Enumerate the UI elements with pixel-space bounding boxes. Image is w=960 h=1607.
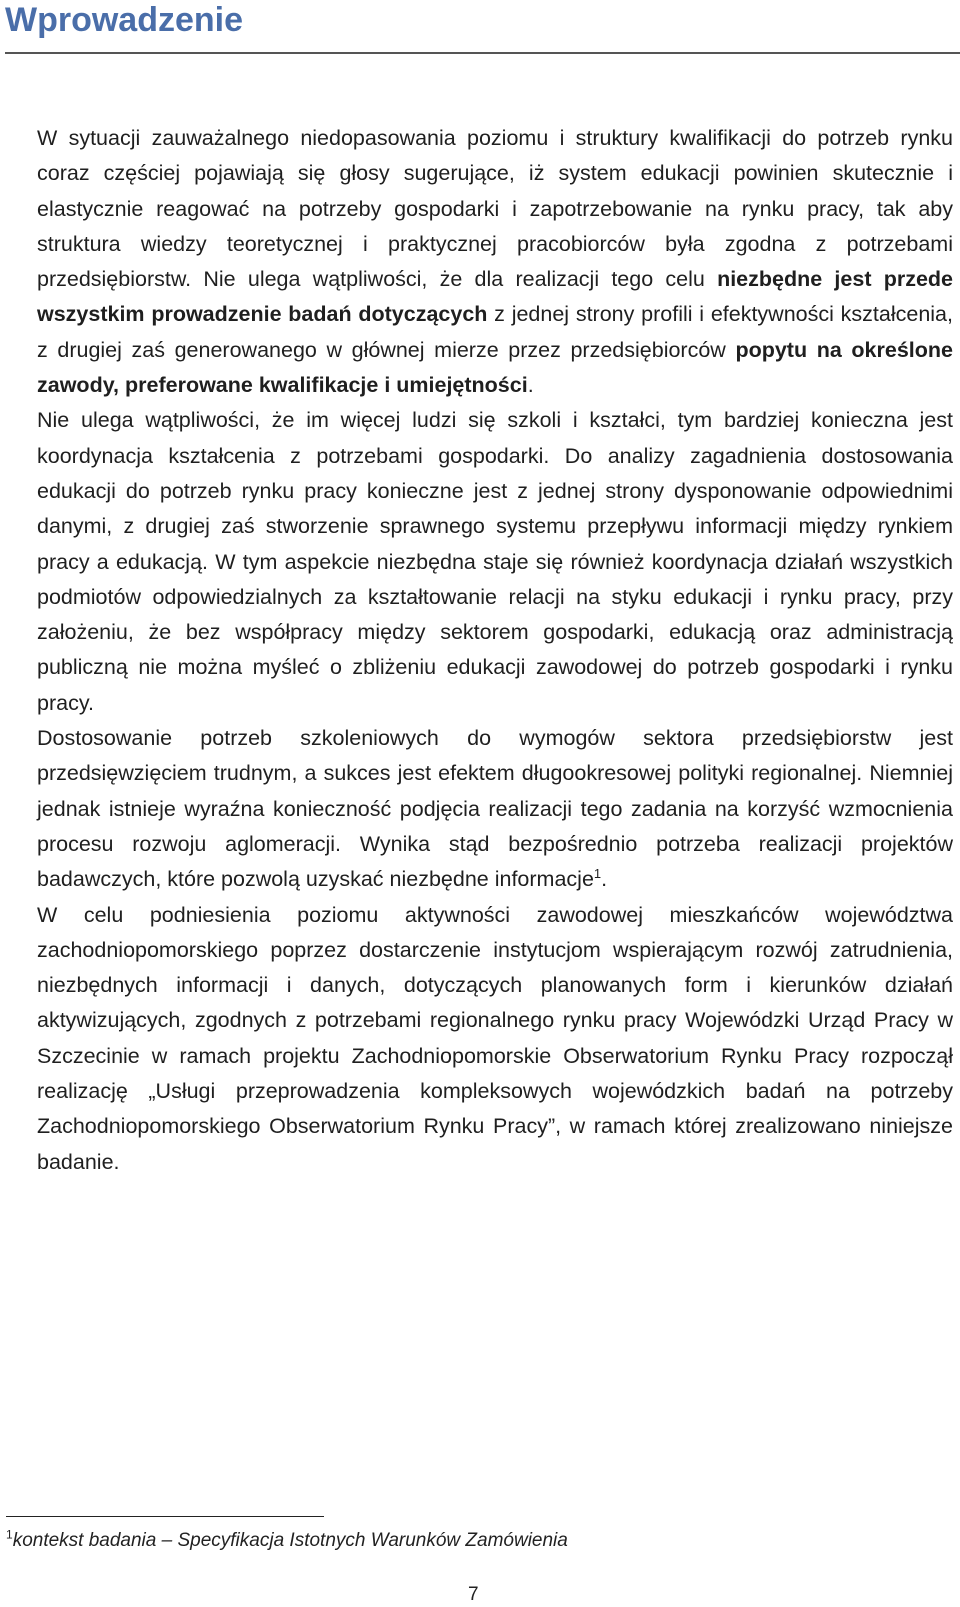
paragraph-2: Nie ulega wątpliwości, że im więcej ludzi się szkoli i kształci, tym bardziej konieczna jest koordynacja kształcenia z potrzebami gospodarki. Do analizy zagadnienia dostosowania edukacji do potrzeb rynku pracy konieczne jest z jednej strony dysponowanie odpowiednimi danymi, z drugiej zaś stworzenie sprawnego systemu przepływu informacji między rynkiem pracy a edukacją. W tym aspekcie niezbędna staje się również koordynacja działań wszystkich podmiotów odpowiedzialnych za kształtowanie relacji na styku edukacji i rynku pracy, przy założeniu, że bez współpracy między sektorem gospodarki, edukacją oraz administracją publiczną nie można myśleć o zbliżeniu edukacji zawodowej do potrzeb gospodarki i rynku pracy. <box>37 408 953 715</box>
paragraph-1 <box>6 121 953 403</box>
p1-text-1: W sytuacji zauważalnego niedopasowania poziomu i struktury kwalifikacji do potrzeb rynku coraz częściej pojawiają się głosy sugerujące, iż system edukacji powinien skutecznie i elastycznie reagować na potrzeby gospodarki i zapotrzebowanie na rynku pracy, tak aby struktura wiedzy teoretycznej i praktycznej pracobiorców była zgodna z potrzebami przedsiębiorstw. Nie ulega wątpliwości, że dla realizacji tego celu <box>37 126 953 292</box>
p3-end: . <box>601 867 608 892</box>
p1-text-3: . <box>527 373 534 398</box>
footnote-text: kontekst badania – Specyfikacja Istotnych Warunków Zamówienia <box>12 1530 568 1551</box>
paragraph-3 <box>6 721 953 897</box>
page-number: 7 <box>468 1584 479 1605</box>
document-body <box>6 121 953 1180</box>
footnote-separator <box>6 1516 324 1517</box>
p1-bold-2: popytu na określone zawody, preferowane kwalifikacje i umiejętności <box>37 337 953 398</box>
section-heading <box>5 0 960 54</box>
footnote-marker: 1 <box>6 1527 13 1542</box>
footnote-reference: 1 <box>593 866 602 882</box>
heading-title: Wprowadzenie <box>5 1 244 39</box>
paragraph-4: W celu podniesienia poziomu aktywności zawodowej mieszkańców województwa zachodniopomorskiego poprzez dostarczenie instytucjom wspierającym rozwój zatrudnienia, niezbędnych informacji i danych, dotyczących planowanych form i kierunków działań aktywizujących, zgodnych z potrzebami regionalnego rynku pracy Wojewódzki Urząd Pracy w Szczecinie w ramach projektu Zachodniopomorskie Obserwatorium Rynku Pracy rozpoczął realizację „Usługi przeprowadzenia kompleksowych wojewódzkich badań na potrzeby Zachodniopomorskiego Obserwatorium Rynku Pracy”, w ramach której zrealizowano niniejsze badanie. <box>37 902 953 1174</box>
footnote <box>6 1527 568 1552</box>
p1-bold-1: niezbędne jest przede wszystkim prowadzenie badań dotyczących <box>37 267 954 327</box>
p3-text: Dostosowanie potrzeb szkoleniowych do wymogów sektora przedsiębiorstw jest przedsięwzięciem trudnym, a sukces jest efektem długookresowej polityki regionalnej. Niemniej jednak istnieje wyraźna konieczność podjęcia realizacji tego zadania na korzyść wzmocnienia procesu rozwoju aglomeracji. Wynika stąd bezpośrednio potrzeba realizacji projektów badawczych, które pozwolą uzyskać niezbędne informacje <box>37 726 953 892</box>
p1-text-2: z jednej strony profili i efektywności kształcenia, z drugiej zaś generowanego w głównej mierze przez przedsiębiorców <box>37 302 953 362</box>
